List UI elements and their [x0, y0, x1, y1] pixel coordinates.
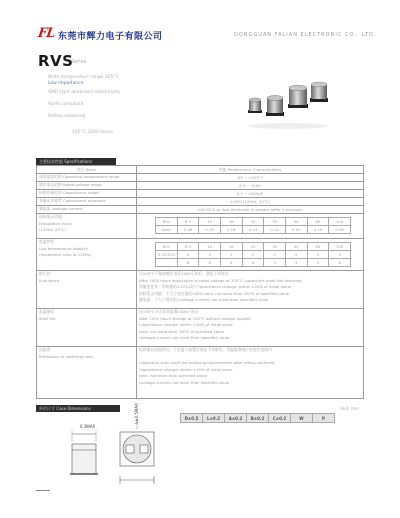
endurance-line: 损耗角正切值：不大于规定值的200% tanδ: not more than 200% of specified value — [139, 290, 290, 296]
voltage-cell: 100 — [329, 218, 351, 226]
tand-value-cell: 0.08 — [329, 226, 351, 234]
endurance-line: After 2000 hours application of rated voltage at 105°C, capacitors meet the following — [139, 277, 302, 283]
spec-value: 6.3 ~ 100V — [137, 182, 364, 190]
tand-value-cell: 0.16 — [220, 226, 242, 234]
spec-row — [37, 206, 364, 214]
spec-value: -55 ~ +105°C — [137, 174, 364, 182]
lowtemp-value-cell: 4 — [177, 251, 199, 259]
dim-header-cell: D±0.5 — [181, 414, 203, 423]
lowtemp-value-cell: 4 — [242, 259, 264, 267]
voltage-cell: 50 — [285, 243, 307, 251]
series-suffix: Series — [71, 59, 87, 65]
specifications-title: 主要技术性能 Specifications — [36, 158, 116, 165]
company-name: 东莞市辉力电子有限公司 — [58, 32, 163, 42]
spec-label: 额定电压范围 Rated voltage range — [37, 182, 137, 190]
feature-line: RoHS compliant — [48, 102, 84, 107]
lowtemp-value-cell: 3 — [264, 259, 286, 267]
lowtemp-label-cn: 低温特性 — [39, 239, 55, 244]
spec-label: 漏电流 Leakage current — [37, 206, 137, 214]
tand-value-cell: 0.10 — [285, 226, 307, 234]
spec-label — [37, 271, 137, 309]
spec-row-endurance — [37, 271, 364, 309]
endurance-line: 在105°C下施加额定电压2000小时后，满足下列要求 — [139, 271, 229, 276]
spec-value: ±20% (120Hz, 20°C) — [137, 198, 364, 206]
spec-header-performance: 性能 Performance Characteristics — [137, 166, 364, 174]
tand-label-cn: 损耗角正切值 — [39, 214, 62, 219]
reflow-label-en: Resistance to soldering heat — [39, 353, 93, 359]
spec-label: 容量允许偏差 Capacitance tolerance — [37, 198, 137, 206]
tand-value-cell: 0.14 — [242, 226, 264, 234]
dim-header-cell: P — [313, 414, 335, 423]
reflow-line: 电容器在回流焊后，于室温下放置后满足下列要求，其温度曲线应在规定范围内 — [139, 347, 272, 352]
reflow-line — [139, 354, 361, 361]
spec-label — [37, 239, 137, 271]
lowtemp-value-cell: 3 — [329, 251, 351, 259]
voltage-cell: 35 — [264, 218, 286, 226]
shelf-line: Capacitance change: within ±20% of initial value — [139, 322, 233, 328]
lowtemp-value-cell: 2 — [285, 251, 307, 259]
voltage-cell: 25 — [242, 243, 264, 251]
lowtemp-cell — [137, 239, 364, 271]
shelf-line: Leakage current: not more than specified value — [139, 335, 230, 341]
tand-value-cell: 0.26 — [177, 226, 199, 234]
lowtemp-grid — [155, 242, 351, 267]
voltage-cell: 35 — [264, 243, 286, 251]
spec-label — [37, 347, 137, 399]
tand-wv-label: W.V. — [156, 218, 178, 226]
reflow-line: Capacitors shall meet the following requirements after reflow soldering — [139, 360, 275, 366]
company-tagline: DONGGUAN FALIAN ELECTRONIC CO., LTD. — [234, 32, 377, 38]
endurance-line: 容量变化率：初始值的±20%以内 Capacitance change: within ±20% of initial value — [139, 284, 291, 290]
lowtemp-label-en: Low temperature stability — [39, 245, 88, 251]
lowtemp-wv-label: W.V. — [156, 243, 178, 251]
dimensions-unit: Unit: mm — [340, 406, 359, 411]
feature-line: Reflow soldering — [48, 114, 86, 119]
reflow-line: Leakage current: not more than specified value — [139, 379, 230, 385]
lowtemp-value-cell: 3 — [199, 251, 221, 259]
spec-label: 使用温度范围 Operating temperature range — [37, 174, 137, 182]
voltage-cell: 63 — [307, 218, 329, 226]
spec-row-reflow — [37, 347, 364, 399]
endurance-label-cn: 耐久性 — [39, 271, 51, 276]
specifications-section — [36, 158, 364, 399]
lowtemp-value-cell: 2 — [220, 251, 242, 259]
feature-line: Wide temperature range 105°C — [48, 75, 119, 80]
shelf-line: After 1000 hours storage at 105°C without voltage applied — [139, 315, 251, 321]
footer-rule — [36, 490, 50, 491]
voltage-cell: 6.3 — [177, 218, 199, 226]
voltage-cell: 16 — [220, 218, 242, 226]
dim-header-cell: L±0.2 — [203, 414, 225, 423]
lowtemp-value-cell: 6 — [199, 259, 221, 267]
reflow-line: Capacitance change: within ±10% of initial value — [139, 366, 233, 372]
lowtemp-ratio-label: Z-25/Z20 — [156, 251, 178, 259]
spec-row-dissipation — [37, 214, 364, 239]
spec-header-items: 项目 Items — [37, 166, 137, 174]
reflow-line: tanδ: not more than specified value — [139, 373, 207, 379]
tand-label-en: Dissipation factor — [39, 220, 73, 226]
lowtemp-value-cell: 8 — [177, 259, 199, 267]
tand-grid — [155, 217, 351, 234]
specifications-table — [36, 165, 364, 399]
lowtemp-value-cell: 2 — [264, 251, 286, 259]
lowtemp-value-cell: 2 — [307, 251, 329, 259]
tand-value-cell: 0.12 — [264, 226, 286, 234]
lowtemp-value-cell: 2 — [242, 251, 264, 259]
tand-value-cell: 0.19 — [199, 226, 221, 234]
spec-value: 0.1 ~ 1500μF — [137, 190, 364, 198]
spec-row — [37, 190, 364, 198]
dim-header-cell: A±0.2 — [225, 414, 247, 423]
shelf-text — [137, 309, 364, 347]
feature-line: SMD type aluminum electrolytic — [48, 90, 121, 95]
spec-header-row — [37, 166, 364, 174]
voltage-cell: 50 — [285, 218, 307, 226]
drawing-label-top: 0.3MAX — [80, 424, 96, 429]
dim-header-cell: C±0.2 — [269, 414, 291, 423]
voltage-cell: 16 — [220, 243, 242, 251]
tand-cell — [137, 214, 364, 239]
endurance-label-en: Endurance — [39, 277, 60, 283]
feature-line: 105°C 2000 hours — [72, 130, 113, 135]
voltage-cell: 6.3 — [177, 243, 199, 251]
capacitors-product-image — [244, 82, 332, 132]
endurance-line: 漏电流：不大于规定值 Leakage current: not more than specified value — [139, 297, 269, 303]
spec-value: I≤0.01CV or 3μA whichever is greater (after 2 minutes) — [137, 206, 364, 214]
tand-label-cond: (120Hz, 20°C) — [39, 227, 66, 233]
shelf-line: 在105°C下无负荷放置1000小时后 — [139, 309, 199, 314]
tand-value-cell: 0.10 — [307, 226, 329, 234]
shelf-line: tanδ: not more than 200% of specified value — [139, 328, 224, 334]
voltage-cell: 25 — [242, 218, 264, 226]
shelf-label-en: Shelf life — [39, 315, 56, 321]
spec-label — [37, 309, 137, 347]
drawing-label-side: L±0.5MAX — [134, 403, 139, 424]
spec-label: 标称容量范围 Capacitance range — [37, 190, 137, 198]
feature-line: Low impedance — [48, 81, 84, 86]
spec-row — [37, 174, 364, 182]
lowtemp-value-cell: 3 — [285, 259, 307, 267]
voltage-cell: 10 — [199, 218, 221, 226]
endurance-text — [137, 271, 364, 309]
dimensions-table — [180, 413, 335, 423]
dimensions-header-row — [181, 414, 335, 423]
spec-label — [37, 214, 137, 239]
series-name: RVS — [38, 52, 74, 70]
voltage-cell: 10 — [199, 243, 221, 251]
tand-tan-label: tanδ — [156, 226, 178, 234]
lowtemp-value-cell: 3 — [307, 259, 329, 267]
voltage-cell: 100 — [329, 243, 351, 251]
lowtemp-label-cond: (Impedance ratio at 120Hz) — [39, 252, 92, 258]
reflow-text — [137, 347, 364, 399]
reflow-label-cn: 回流焊 — [39, 347, 51, 352]
dim-header-cell: B±0.2 — [247, 414, 269, 423]
spec-row — [37, 182, 364, 190]
spec-row — [37, 198, 364, 206]
company-logo: FL — [36, 26, 56, 41]
lowtemp-ratio-label — [156, 259, 178, 267]
dimensions-title: 外形尺寸 Case Dimensions — [36, 405, 120, 412]
voltage-cell: 63 — [307, 243, 329, 251]
spec-row-lowtemp — [37, 239, 364, 271]
lowtemp-value-cell: 6 — [329, 259, 351, 267]
shelf-label-cn: 高温储存 — [39, 309, 55, 314]
spec-row-shelf — [37, 309, 364, 347]
lowtemp-value-cell: 4 — [220, 259, 242, 267]
dim-header-cell: W — [291, 414, 313, 423]
